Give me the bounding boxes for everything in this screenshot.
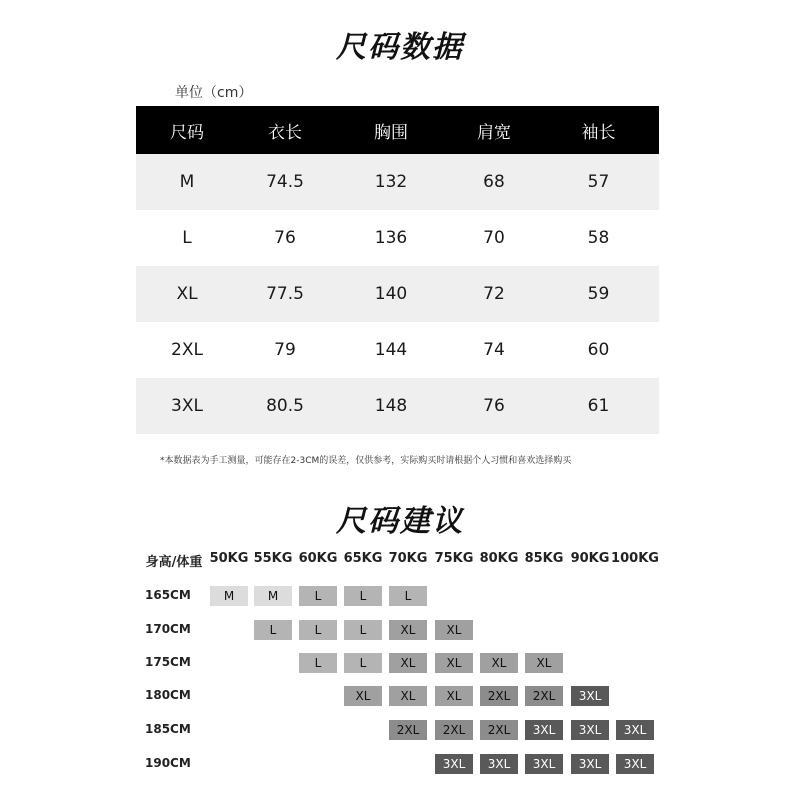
cell-sleeve: 57 — [587, 172, 610, 192]
size-chip: 2XL — [525, 686, 563, 706]
recommend-row — [0, 686, 800, 706]
height-label: 170CM — [145, 622, 191, 636]
size-chip: XL — [389, 653, 427, 673]
cell-size: XL — [176, 284, 198, 304]
size-chip: XL — [435, 653, 473, 673]
size-chip: 3XL — [616, 720, 654, 740]
weight-header: 50KG — [209, 551, 249, 566]
size-chip: 2XL — [480, 720, 518, 740]
cell-chest: 140 — [374, 284, 408, 304]
size-chip: 3XL — [616, 754, 654, 774]
recommend-row — [0, 586, 800, 606]
size-chip: L — [344, 653, 382, 673]
cell-chest: 144 — [374, 340, 408, 360]
height-label: 185CM — [145, 722, 191, 736]
cell-length: 80.5 — [266, 396, 304, 416]
size-chip: XL — [435, 620, 473, 640]
weight-header: 60KG — [298, 551, 338, 566]
table-row — [136, 210, 659, 266]
size-chip: L — [299, 620, 337, 640]
size-advice-title: 尺码建议 — [336, 504, 464, 539]
size-chip: XL — [389, 686, 427, 706]
cell-size: 2XL — [171, 340, 203, 360]
cell-length: 79 — [274, 340, 296, 360]
recommend-row — [0, 720, 800, 740]
size-chip: 3XL — [571, 686, 609, 706]
recommend-row — [0, 754, 800, 774]
size-data-table — [136, 106, 659, 434]
cell-chest: 148 — [374, 396, 408, 416]
cell-size: M — [179, 172, 195, 192]
size-data-title: 尺码数据 — [336, 30, 464, 65]
recommend-row — [0, 620, 800, 640]
weight-header: 85KG — [524, 551, 564, 566]
size-chip: L — [344, 586, 382, 606]
cell-size: 3XL — [171, 396, 203, 416]
weight-header: 75KG — [434, 551, 474, 566]
height-label: 190CM — [145, 756, 191, 770]
table-row — [136, 154, 659, 210]
size-chip: L — [254, 620, 292, 640]
size-chip: XL — [344, 686, 382, 706]
weight-header: 70KG — [388, 551, 428, 566]
cell-sleeve: 61 — [587, 396, 610, 416]
cell-shoulder: 70 — [483, 228, 505, 248]
table-row — [136, 378, 659, 434]
size-chip: L — [299, 586, 337, 606]
unit-label: 单位（cm） — [175, 85, 253, 101]
cell-size: L — [182, 228, 192, 248]
size-chip: 3XL — [435, 754, 473, 774]
weight-header: 90KG — [570, 551, 610, 566]
recommend-header-row — [0, 551, 800, 569]
cell-length: 76 — [274, 228, 296, 248]
cell-sleeve: 59 — [587, 284, 610, 304]
table-row — [136, 266, 659, 322]
header-length: 衣长 — [268, 122, 302, 143]
cell-length: 77.5 — [266, 284, 304, 304]
size-chip: L — [299, 653, 337, 673]
height-label: 175CM — [145, 655, 191, 669]
weight-header: 80KG — [479, 551, 519, 566]
height-label: 165CM — [145, 588, 191, 602]
size-chip: XL — [389, 620, 427, 640]
header-shoulder: 肩宽 — [477, 122, 511, 143]
cell-sleeve: 58 — [587, 228, 610, 248]
cell-sleeve: 60 — [587, 340, 610, 360]
cell-chest: 136 — [374, 228, 408, 248]
size-chip: 3XL — [480, 754, 518, 774]
size-chip: XL — [480, 653, 518, 673]
size-chip: M — [210, 586, 248, 606]
size-chip: 2XL — [480, 686, 518, 706]
cell-chest: 132 — [374, 172, 408, 192]
size-chip: 2XL — [435, 720, 473, 740]
cell-shoulder: 72 — [483, 284, 505, 304]
recommend-row — [0, 653, 800, 673]
size-chip: L — [389, 586, 427, 606]
height-label: 180CM — [145, 688, 191, 702]
weight-header: 65KG — [343, 551, 383, 566]
cell-length: 74.5 — [266, 172, 304, 192]
corner-label: 身高/体重 — [145, 555, 203, 570]
measurement-note: *本数据表为手工测量，可能存在2-3CM的误差，仅供参考，实际购买时请根据个人习惯和喜欢选择购买 — [160, 456, 572, 466]
header-sleeve: 袖长 — [581, 122, 616, 143]
weight-header: 55KG — [253, 551, 293, 566]
size-chip: 3XL — [571, 720, 609, 740]
header-size: 尺码 — [170, 122, 204, 143]
size-chip: XL — [435, 686, 473, 706]
size-chip: M — [254, 586, 292, 606]
table-row — [136, 322, 659, 378]
header-chest: 胸围 — [374, 122, 408, 143]
size-chip: 2XL — [389, 720, 427, 740]
size-chip: 3XL — [525, 754, 563, 774]
cell-shoulder: 74 — [483, 340, 505, 360]
cell-shoulder: 68 — [483, 172, 505, 192]
weight-header: 100KG — [611, 551, 659, 566]
size-chip: L — [344, 620, 382, 640]
table-header-row — [136, 106, 659, 154]
size-chip: XL — [525, 653, 563, 673]
size-chip: 3XL — [525, 720, 563, 740]
size-chip: 3XL — [571, 754, 609, 774]
cell-shoulder: 76 — [483, 396, 505, 416]
